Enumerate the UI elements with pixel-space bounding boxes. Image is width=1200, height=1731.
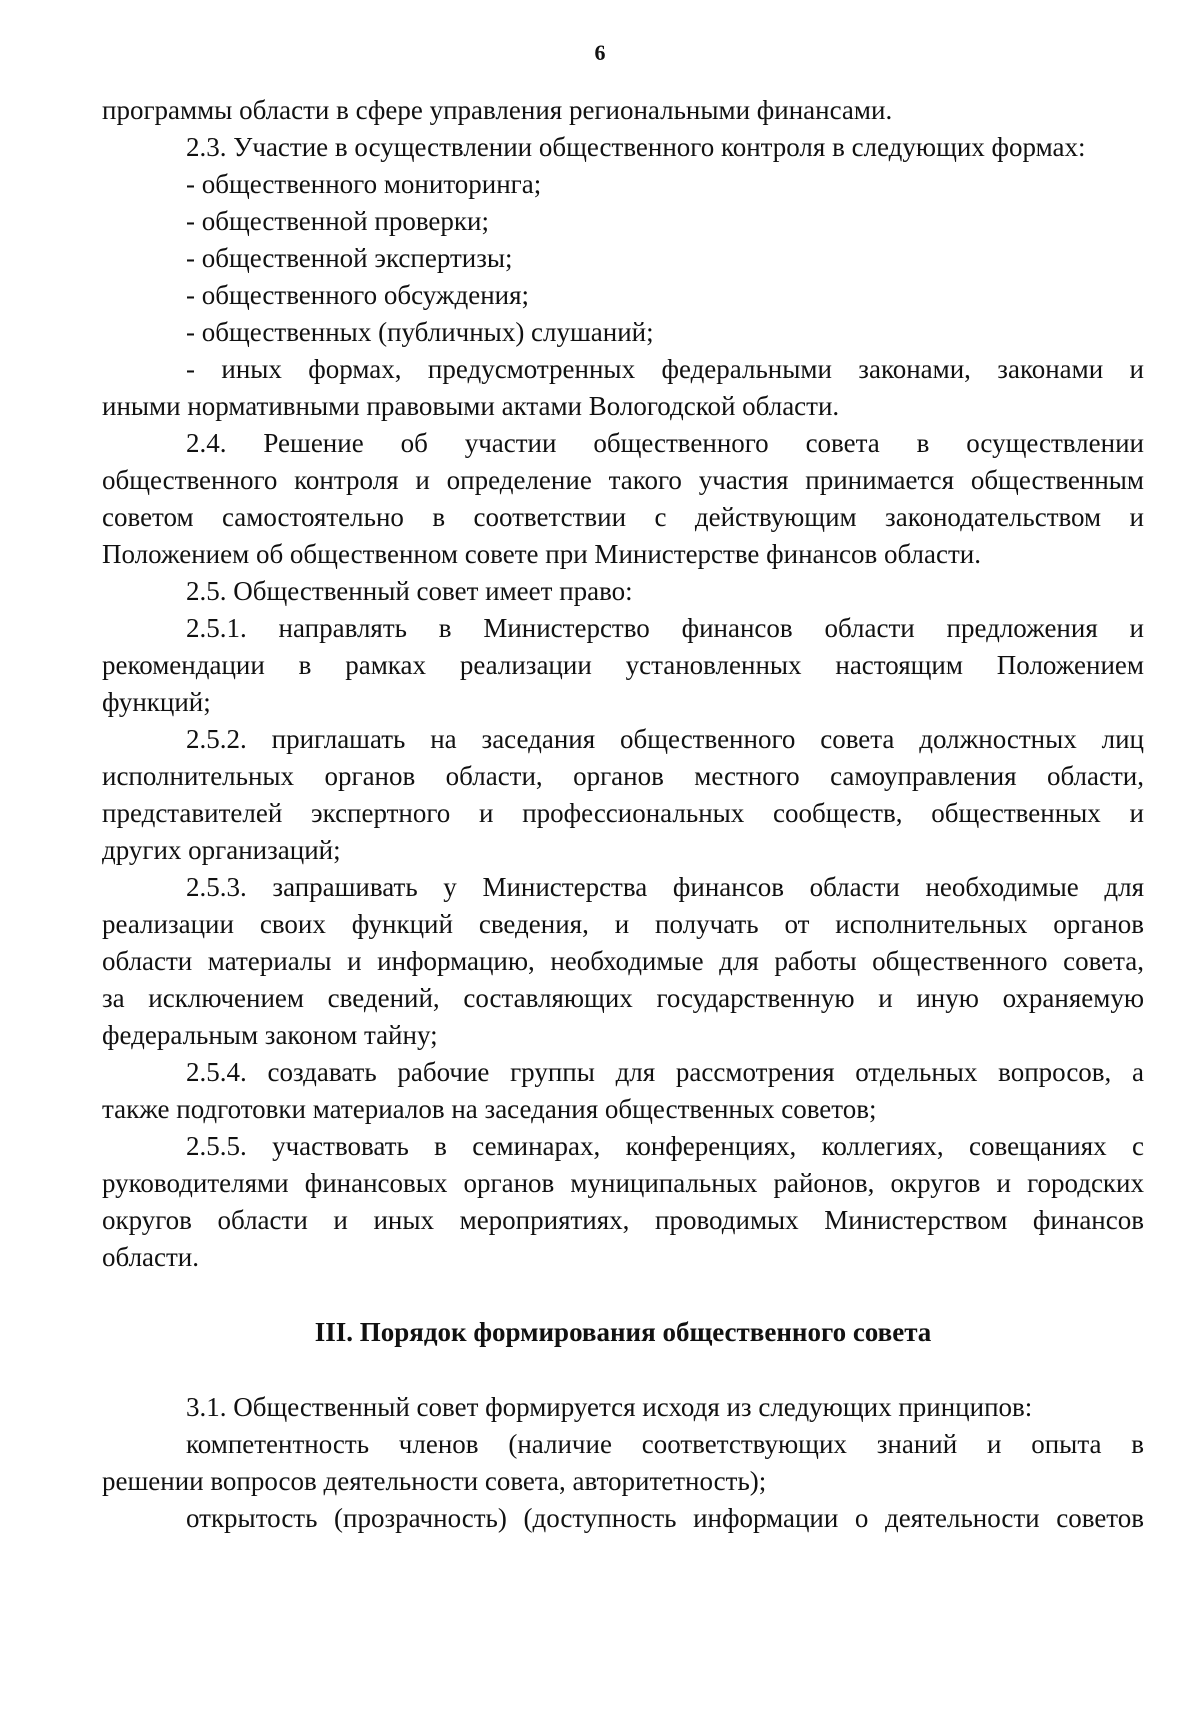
text-line: 3.1. Общественный совет формируется исходя из следующих принципов:	[186, 1392, 1033, 1422]
text-line: 2.5. Общественный совет имеет право:	[186, 576, 633, 606]
list-item: - иных формах, предусмотренных федеральными законами, законами и	[186, 354, 1144, 384]
text-line: также подготовки материалов на заседания общественных советов;	[102, 1094, 877, 1124]
text-line: представителей экспертного и профессиональных сообществ, общественных и	[102, 798, 1144, 828]
list-item: - общественного мониторинга;	[186, 169, 542, 199]
document-body	[102, 92, 1144, 1537]
text-line: рекомендации в рамках реализации установленных настоящим Положением	[102, 650, 1144, 680]
text-line: советом самостоятельно в соответствии с действующим законодательством и	[102, 502, 1144, 532]
text-line: открытость (прозрачность) (доступность информации о деятельности советов	[186, 1503, 1144, 1533]
page-number: 6	[594, 40, 606, 65]
text-line: 2.5.1. направлять в Министерство финансов области предложения и	[186, 613, 1144, 643]
text-line: исполнительных органов области, органов местного самоуправления области,	[102, 761, 1144, 791]
text-line: 2.5.2. приглашать на заседания общественного совета должностных лиц	[186, 724, 1144, 754]
text-line: округов области и иных мероприятиях, проводимых Министерством финансов	[102, 1205, 1144, 1235]
text-line: за исключением сведений, составляющих государственную и иную охраняемую	[102, 983, 1144, 1013]
text-line: области материалы и информацию, необходимые для работы общественного совета,	[102, 946, 1144, 976]
text-line: решении вопросов деятельности совета, авторитетность);	[102, 1466, 767, 1496]
text-line: 2.5.4. создавать рабочие группы для рассмотрения отдельных вопросов, а	[186, 1057, 1144, 1087]
text-line: других организаций;	[102, 835, 341, 865]
text-line: 2.3. Участие в осуществлении общественного контроля в следующих формах:	[186, 132, 1086, 162]
list-item: - общественных (публичных) слушаний;	[186, 317, 654, 347]
text-line: 2.5.3. запрашивать у Министерства финансов области необходимые для	[186, 872, 1144, 902]
text-line: Положением об общественном совете при Министерстве финансов области.	[102, 539, 981, 569]
text-line: реализации своих функций сведения, и получать от исполнительных органов	[102, 909, 1144, 939]
list-item: - общественного обсуждения;	[186, 280, 530, 310]
text-line: 2.5.5. участвовать в семинарах, конференциях, коллегиях, совещаниях с	[186, 1131, 1144, 1161]
text-line: функций;	[102, 687, 211, 717]
text-line: федеральным законом тайну;	[102, 1020, 438, 1050]
text-line: иными нормативными правовыми актами Вологодской области.	[102, 391, 840, 421]
text-line: области.	[102, 1242, 200, 1272]
text-line: 2.4. Решение об участии общественного совета в осуществлении	[186, 428, 1144, 458]
list-item: - общественной проверки;	[186, 206, 489, 236]
section-heading: III. Порядок формирования общественного совета	[314, 1317, 932, 1347]
text-line: общественного контроля и определение такого участия принимается общественным	[102, 465, 1144, 495]
text-line: программы области в сфере управления региональными финансами.	[102, 95, 893, 125]
list-item: - общественной экспертизы;	[186, 243, 513, 273]
text-line: руководителями финансовых органов муниципальных районов, округов и городских	[102, 1168, 1144, 1198]
text-line: компетентность членов (наличие соответствующих знаний и опыта в	[186, 1429, 1144, 1459]
